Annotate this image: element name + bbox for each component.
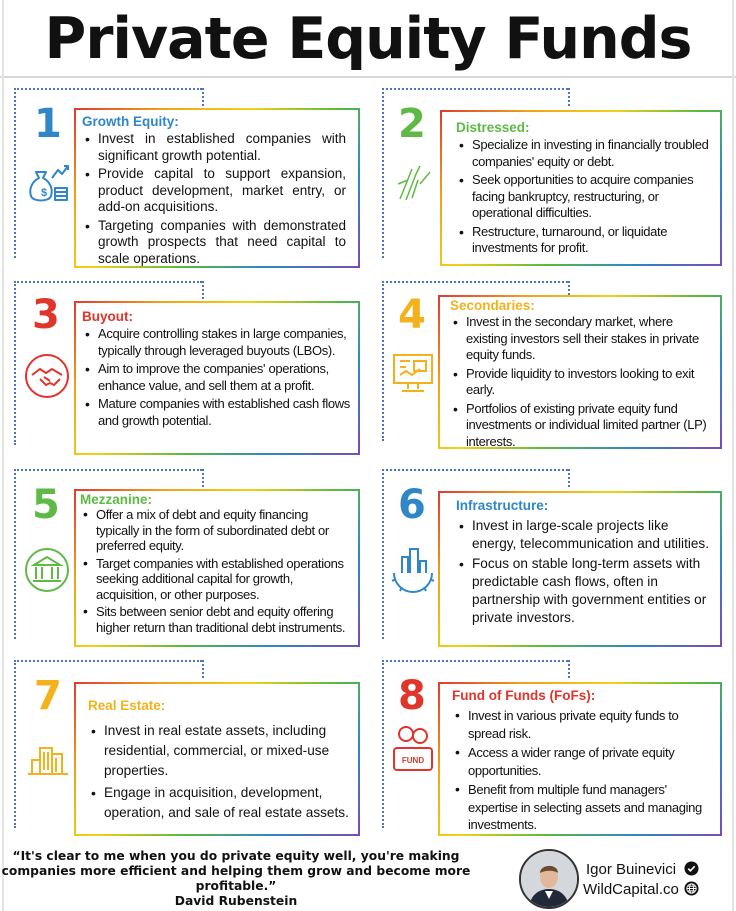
dashboard-screen-icon: [388, 347, 438, 397]
bullet-list: [456, 517, 712, 627]
handshake-icon: [22, 351, 72, 401]
list-item: • Portfolios of existing private equity fund investments or individual limited partner (LP) interests.: [450, 401, 712, 451]
bullet-list: [452, 707, 714, 834]
verified-check-icon: [684, 861, 699, 876]
list-item: • Access a wider range of private equity opportunities.: [452, 744, 714, 779]
bullet-list: [450, 314, 712, 450]
list-item: • Aim to improve the companies' operations, enhance value, and sell them at a profit.: [82, 361, 350, 394]
quote-block: [0, 849, 472, 909]
card-content-box: [74, 108, 360, 268]
list-item: • Seek opportunities to acquire companies facing bankruptcy, restructuring, or operational difficulties.: [456, 172, 712, 222]
card-heading: Buyout:: [82, 309, 133, 324]
list-item: • Targeting companies with demonstrated growth prospects that need capital to scale operations.: [82, 218, 346, 268]
card-heading: Secondaries:: [450, 298, 535, 313]
card-number: 7: [34, 673, 62, 719]
card-content-box: [74, 489, 360, 647]
card-heading: Fund of Funds (FoFs):: [452, 688, 596, 703]
card-content-box: [440, 110, 722, 266]
card-content-box: [438, 491, 722, 647]
list-item: • Engage in acquisition, development, operation, and sale of real estate assets.: [88, 783, 350, 823]
fund-box-icon: [388, 724, 438, 774]
card-buyout: [14, 281, 360, 455]
card-heading: Growth Equity:: [82, 114, 179, 129]
broken-stalks-icon: [390, 154, 440, 204]
bullet-list: [88, 721, 350, 823]
card-number: 6: [398, 482, 426, 528]
quote-text: “It's clear to me when you do private equity well, you're making companies more efficient and helping them grow and become more profitable.”: [1, 849, 471, 893]
bullet-list: [82, 131, 346, 267]
list-item: • Provide capital to support expansion, product development, market entry, or add-on acquisitions.: [82, 166, 346, 216]
city-gear-icon: [388, 543, 438, 593]
card-content-box: [74, 301, 360, 455]
list-item: • Invest in established companies with significant growth potential.: [82, 131, 346, 164]
bullet-list: [82, 326, 350, 429]
money-bag-growth-icon: [22, 158, 72, 208]
list-item: • Invest in large-scale projects like energy, telecommunication and utilities.: [456, 517, 712, 553]
right-border: [732, 0, 734, 911]
globe-icon: [684, 881, 699, 896]
card-number: 5: [32, 482, 60, 528]
bullet-list: [80, 507, 352, 635]
creator-site: WildCapital.co: [583, 881, 699, 898]
bullet-list: [456, 137, 712, 257]
card-real-estate: [14, 660, 360, 836]
card-number: 4: [398, 292, 426, 338]
card-distressed: [382, 88, 722, 266]
list-item: • Focus on stable long-term assets with predictable cash flows, often in partnership with government entities or private investors.: [456, 555, 712, 627]
card-heading: Real Estate:: [88, 698, 166, 713]
buildings-icon: [22, 730, 72, 780]
card-heading: Infrastructure:: [456, 498, 549, 513]
card-growth-equity: [14, 88, 360, 268]
list-item: • Sits between senior debt and equity offering higher return than traditional debt instruments.: [80, 604, 352, 635]
card-heading: Mezzanine:: [80, 492, 153, 507]
card-heading: Distressed:: [456, 120, 530, 135]
card-content-box: [438, 295, 722, 449]
list-item: • Invest in various private equity funds to spread risk.: [452, 707, 714, 742]
list-item: • Restructure, turnaround, or liquidate investments for profit.: [456, 224, 712, 257]
quote-author: David Rubenstein: [174, 894, 298, 908]
card-content-box: [438, 682, 722, 836]
card-number: 2: [398, 101, 426, 147]
list-item: • Provide liquidity to investors looking to exit early.: [450, 366, 712, 399]
list-item: • Mature companies with established cash flows and growth potential.: [82, 396, 350, 429]
list-item: • Invest in real estate assets, including residential, commercial, or mixed-use properties.: [88, 721, 350, 781]
bank-building-icon: [22, 545, 72, 595]
left-border: [2, 0, 4, 911]
list-item: • Acquire controlling stakes in large companies, typically through leveraged buyouts (LBOs).: [82, 326, 350, 359]
svg-text:$: $: [41, 187, 48, 199]
title-divider: [0, 76, 736, 78]
list-item: • Invest in the secondary market, where existing investors sell their stakes in private equity funds.: [450, 314, 712, 364]
card-content-box: [74, 682, 360, 836]
avatar: [519, 849, 579, 909]
card-fund-of-funds: [382, 660, 722, 836]
card-number: 3: [32, 292, 60, 338]
card-secondaries: [382, 281, 722, 449]
list-item: • Specialize in investing in financially troubled companies' equity or debt.: [456, 137, 712, 170]
creator-name: Igor Buinevici: [586, 861, 699, 878]
card-infrastructure: [382, 469, 722, 647]
card-number: 8: [398, 673, 426, 719]
fund-box-label: FUND: [401, 756, 425, 765]
page-title: Private Equity Funds: [44, 6, 692, 72]
list-item: • Target companies with established operations seeking additional capital for growth, acquisition, or other purposes.: [80, 556, 352, 603]
card-number: 1: [34, 101, 62, 147]
card-mezzanine: [14, 469, 360, 647]
list-item: • Offer a mix of debt and equity financing typically in the form of subordinated debt or preferred equity.: [80, 507, 352, 554]
person-photo-icon: [521, 851, 577, 907]
list-item: • Benefit from multiple fund managers' expertise in selecting assets and managing investments.: [452, 781, 714, 834]
